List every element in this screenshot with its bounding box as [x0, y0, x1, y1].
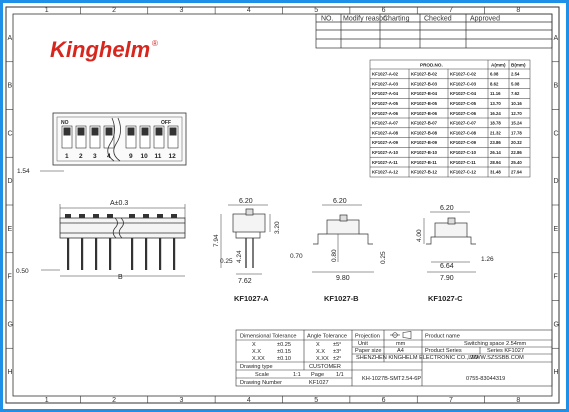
side-actuator [129, 214, 135, 218]
prod-table-cell: 27.94 [511, 169, 522, 175]
side-pin [159, 238, 161, 270]
dim-a-height2: 4.24 [236, 250, 243, 263]
zone-col-bottom: 8 [516, 397, 521, 404]
dim-pitch: 1.54 [17, 168, 30, 175]
rev-header-charting: Charting [383, 15, 410, 23]
tb-drawing-type: CUSTOMER [309, 364, 341, 370]
ang-row-val: ±5° [333, 342, 342, 348]
brand-registered-mark: ® [152, 39, 158, 48]
ang-row-key: X [316, 342, 320, 348]
prod-table-cell: 12.70 [511, 110, 522, 116]
dim-c-width: 6.20 [440, 205, 454, 212]
switch-number: 2 [79, 153, 83, 160]
dim-a-base: 7.62 [238, 278, 252, 285]
dim-pin-width: 0.50 [16, 268, 29, 275]
view-label-a: KF1027-A [234, 294, 269, 303]
prod-table-cell: 11.16 [490, 91, 501, 97]
zone-row-left: G [7, 321, 13, 329]
dim-b-height: 0.80 [331, 249, 338, 262]
dim-a-width: 6.20 [239, 198, 253, 205]
side-pin [145, 238, 147, 270]
prod-table-cell: KF1027-B-12 [411, 169, 438, 175]
prod-table-cell: 2.54 [511, 71, 520, 77]
prod-table-cell: KF1027-A-10 [372, 150, 399, 155]
side-pin [95, 238, 97, 270]
prod-table-cell: KF1027-A-09 [372, 140, 399, 146]
tb-series: Series KF1027 [487, 348, 525, 354]
prod-table-cell: KF1027-C-05 [450, 101, 477, 106]
dim-b: B [118, 274, 123, 281]
switch-number: 1 [65, 153, 69, 160]
prod-table-cell: 18.78 [490, 120, 501, 126]
zone-row-right: F [553, 273, 558, 281]
tol-row-key: X.XX [252, 356, 265, 362]
switch-number: 10 [140, 153, 148, 160]
zone-col-bottom: 2 [112, 397, 116, 404]
side-pin [67, 238, 69, 270]
prod-table-cell: KF1027-B-03 [411, 81, 438, 87]
prod-table-cell: KF1027-C-07 [450, 120, 477, 126]
tol-row-val: ±0.10 [277, 356, 291, 362]
prod-table-cell: KF1027-C-06 [450, 110, 477, 116]
ang-row-key: X.XX [316, 356, 329, 362]
prod-table-cell: KF1027-A-06 [372, 110, 399, 116]
switch-number: 4 [107, 153, 111, 160]
prod-table-cell: KF1027-B-02 [411, 71, 438, 77]
prod-table-cell: 31.48 [490, 169, 501, 175]
tb-page: 1/1 [336, 372, 344, 378]
brand-logo: Kinghelm [50, 37, 151, 62]
prod-table-cell: KF1027-B-04 [411, 91, 438, 97]
zone-col-bottom: 7 [448, 397, 453, 404]
side-actuator [93, 214, 99, 218]
dim-a-tol: A±0.3 [110, 200, 129, 207]
zone-row-right: A [553, 34, 559, 42]
prod-table-cell: 28.94 [490, 159, 501, 165]
prod-table-cell: 6.08 [490, 71, 499, 77]
view-label-c: KF1027-C [428, 294, 463, 303]
prod-table-cell: 21.32 [490, 130, 501, 136]
dim-b-thick: 0.25 [380, 251, 387, 264]
rev-header-checked: Checked [424, 15, 452, 23]
prod-table-cell: KF1027-C-04 [450, 91, 477, 97]
prod-table-cell: KF1027-B-06 [411, 110, 438, 116]
prod-table-cell: 7.62 [511, 91, 520, 97]
side-pin [109, 238, 111, 270]
switch-actuator [142, 128, 149, 136]
zone-row-left: B [7, 82, 13, 90]
zone-col-top: 5 [314, 7, 319, 14]
prod-table-cell: KF1027-A-11 [372, 159, 398, 165]
tb-company: SHENZHEN KINGHELM ELECTRONIC CO.,LTD [356, 355, 479, 361]
zone-col-top: 8 [516, 7, 521, 14]
zone-row-right: D [553, 178, 559, 186]
prod-table-cell: KF1027-B-05 [411, 101, 438, 106]
zone-col-top: 4 [246, 7, 251, 14]
tb-scale: 1:1 [293, 372, 301, 378]
side-actuator [65, 214, 71, 218]
prod-table-cell: 23.86 [490, 140, 501, 146]
tol-row-key: X.X [252, 349, 262, 355]
rev-header-no: NO. [321, 15, 334, 23]
prod-table-cell: KF1027-B-08 [411, 130, 438, 136]
side-actuator [157, 214, 163, 218]
tb-paper-label: Paper size [355, 348, 382, 354]
tb-product-name-label: Product name [425, 333, 460, 340]
prod-table-cell: 10.16 [511, 101, 522, 106]
tb-website: WWW.SZSSBB.COM [470, 355, 524, 361]
side-pin [131, 238, 133, 270]
tb-phone: 0755-83044319 [466, 376, 506, 382]
ang-row-val: ±2° [333, 356, 342, 362]
zone-row-left: D [7, 178, 13, 186]
zone-row-left: F [7, 273, 12, 281]
tb-scale-label: Scale [255, 372, 269, 378]
tb-unit: mm [396, 341, 406, 347]
tb-ang-tol: Angle Tolerance [307, 333, 348, 340]
switch-actuator [156, 128, 163, 136]
prod-table-cell: KF1027-A-08 [372, 130, 399, 136]
switch-actuator [92, 128, 99, 136]
switch-actuator [128, 128, 135, 136]
side-pin [173, 238, 175, 270]
zone-col-bottom: 1 [44, 397, 49, 404]
dim-a-height: 7.94 [213, 234, 220, 247]
rev-header-modify: Modify reason [343, 15, 387, 23]
zone-row-right: E [553, 225, 559, 233]
prod-table-cell: KF1027-A-05 [372, 101, 399, 106]
prod-table-cell: KF1027-A-07 [372, 120, 399, 126]
tb-drawing-type-label: Drawing type [240, 364, 273, 370]
tol-row-key: X [252, 342, 256, 348]
zone-col-bottom: 3 [179, 397, 184, 404]
prod-table-cell: 20.32 [511, 140, 522, 146]
dim-a-top: 3.20 [274, 221, 281, 234]
tb-unit-label: Unit [358, 341, 368, 347]
dim-a-pin: 0.25 [220, 258, 233, 265]
dim-b-pad: 0.70 [290, 253, 303, 260]
dim-c-height: 4.00 [416, 229, 423, 242]
tb-projection: Projection [355, 333, 380, 340]
dim-c-base: 7.90 [440, 275, 454, 282]
switch-actuator [64, 128, 71, 136]
prod-table-cell: 8.62 [490, 81, 499, 87]
prod-table-cell: 17.78 [511, 130, 522, 136]
switch-actuator [106, 128, 113, 136]
prod-header-a: A(mm) [491, 62, 506, 68]
zone-row-right: C [553, 130, 559, 138]
prod-table-cell: KF1027-C-09 [450, 140, 477, 146]
switch-number: 12 [168, 153, 176, 160]
zone-row-left: H [7, 369, 13, 377]
tb-paper: A4 [397, 348, 404, 354]
zone-col-top: 6 [381, 7, 386, 14]
prod-table-cell: KF1027-C-08 [450, 130, 477, 136]
prod-table-cell: KF1027-C-02 [450, 71, 477, 77]
rev-header-approved: Approved [470, 15, 500, 23]
prod-table-cell: 25.40 [511, 159, 522, 165]
zone-col-top: 1 [44, 7, 49, 14]
side-actuator [143, 214, 149, 218]
prod-table-cell: 13.70 [490, 101, 501, 106]
dim-c-thick: 1.26 [481, 256, 494, 263]
view-label-b: KF1027-B [324, 294, 359, 303]
switch-on-label: NO [61, 120, 69, 126]
switch-off-label: OFF [161, 120, 171, 126]
switch-actuator [170, 128, 177, 136]
dim-b-width: 6.20 [333, 198, 347, 205]
tb-doc-code: KH-1027B-SMT2.54-6P [362, 376, 422, 382]
side-pin [81, 238, 83, 270]
zone-col-bottom: 4 [246, 397, 251, 404]
switch-number: 9 [129, 153, 133, 160]
side-actuator [107, 214, 113, 218]
prod-table-cell: KF1027-A-03 [372, 81, 399, 87]
prod-header-b: B(mm) [511, 62, 526, 68]
view-b-drawing [312, 205, 374, 272]
tol-row-val: ±0.15 [277, 349, 291, 355]
tol-row-val: ±0.25 [277, 342, 291, 348]
zone-row-left: A [7, 34, 13, 42]
prod-table-cell: KF1027-B-09 [411, 140, 438, 146]
zone-col-top: 3 [179, 7, 184, 14]
switch-number: 11 [154, 153, 162, 160]
tb-series-label: Product Series [425, 348, 462, 354]
zone-col-bottom: 6 [381, 397, 386, 404]
zone-col-bottom: 5 [314, 397, 319, 404]
ang-row-key: X.X [316, 349, 326, 355]
side-actuator [79, 214, 85, 218]
zone-row-right: B [553, 82, 559, 90]
prod-table-cell: 22.86 [511, 150, 522, 155]
prod-table-cell: KF1027-C-10 [450, 150, 477, 155]
prod-table-cell: 15.24 [511, 120, 522, 126]
tb-drawing-number-label: Drawing Number [240, 380, 282, 386]
zone-col-top: 2 [112, 7, 116, 14]
prod-table-cell: KF1027-B-10 [411, 150, 438, 155]
switch-number: 3 [93, 153, 97, 160]
dim-b-base: 9.80 [336, 275, 350, 282]
tb-dim-tol: Dimensional Tolerance [240, 333, 297, 340]
prod-header-prodno: PROD.NO. [420, 62, 443, 68]
tb-page-label: Page [311, 372, 325, 378]
zone-row-right: H [553, 369, 559, 377]
tb-product-name: Switching space 2.54mm [464, 341, 527, 347]
switch-actuator [78, 128, 85, 136]
ang-row-val: ±3° [333, 349, 342, 355]
prod-table-cell: 26.14 [490, 150, 501, 155]
prod-table-cell: KF1027-A-12 [372, 169, 399, 175]
prod-table-cell: KF1027-B-07 [411, 120, 438, 126]
zone-row-right: G [553, 321, 559, 329]
prod-table-cell: 5.08 [511, 81, 520, 87]
zone-row-left: E [7, 225, 13, 233]
prod-table-cell: KF1027-A-02 [372, 71, 399, 77]
zone-row-left: C [7, 130, 13, 138]
zone-col-top: 7 [448, 7, 453, 14]
side-actuator [171, 214, 177, 218]
prod-table-cell: KF1027-A-04 [372, 91, 399, 97]
prod-table-cell: KF1027-C-11 [450, 159, 476, 165]
tb-drawing-number: KF1027 [309, 380, 329, 386]
prod-table-cell: KF1027-C-12 [450, 169, 477, 175]
prod-table-cell: KF1027-C-03 [450, 81, 477, 87]
prod-table-cell: KF1027-B-11 [411, 159, 437, 165]
projection-symbol-icon [390, 332, 411, 339]
prod-table-cell: 16.24 [490, 110, 501, 116]
dim-c-width2: 6.64 [440, 263, 454, 270]
